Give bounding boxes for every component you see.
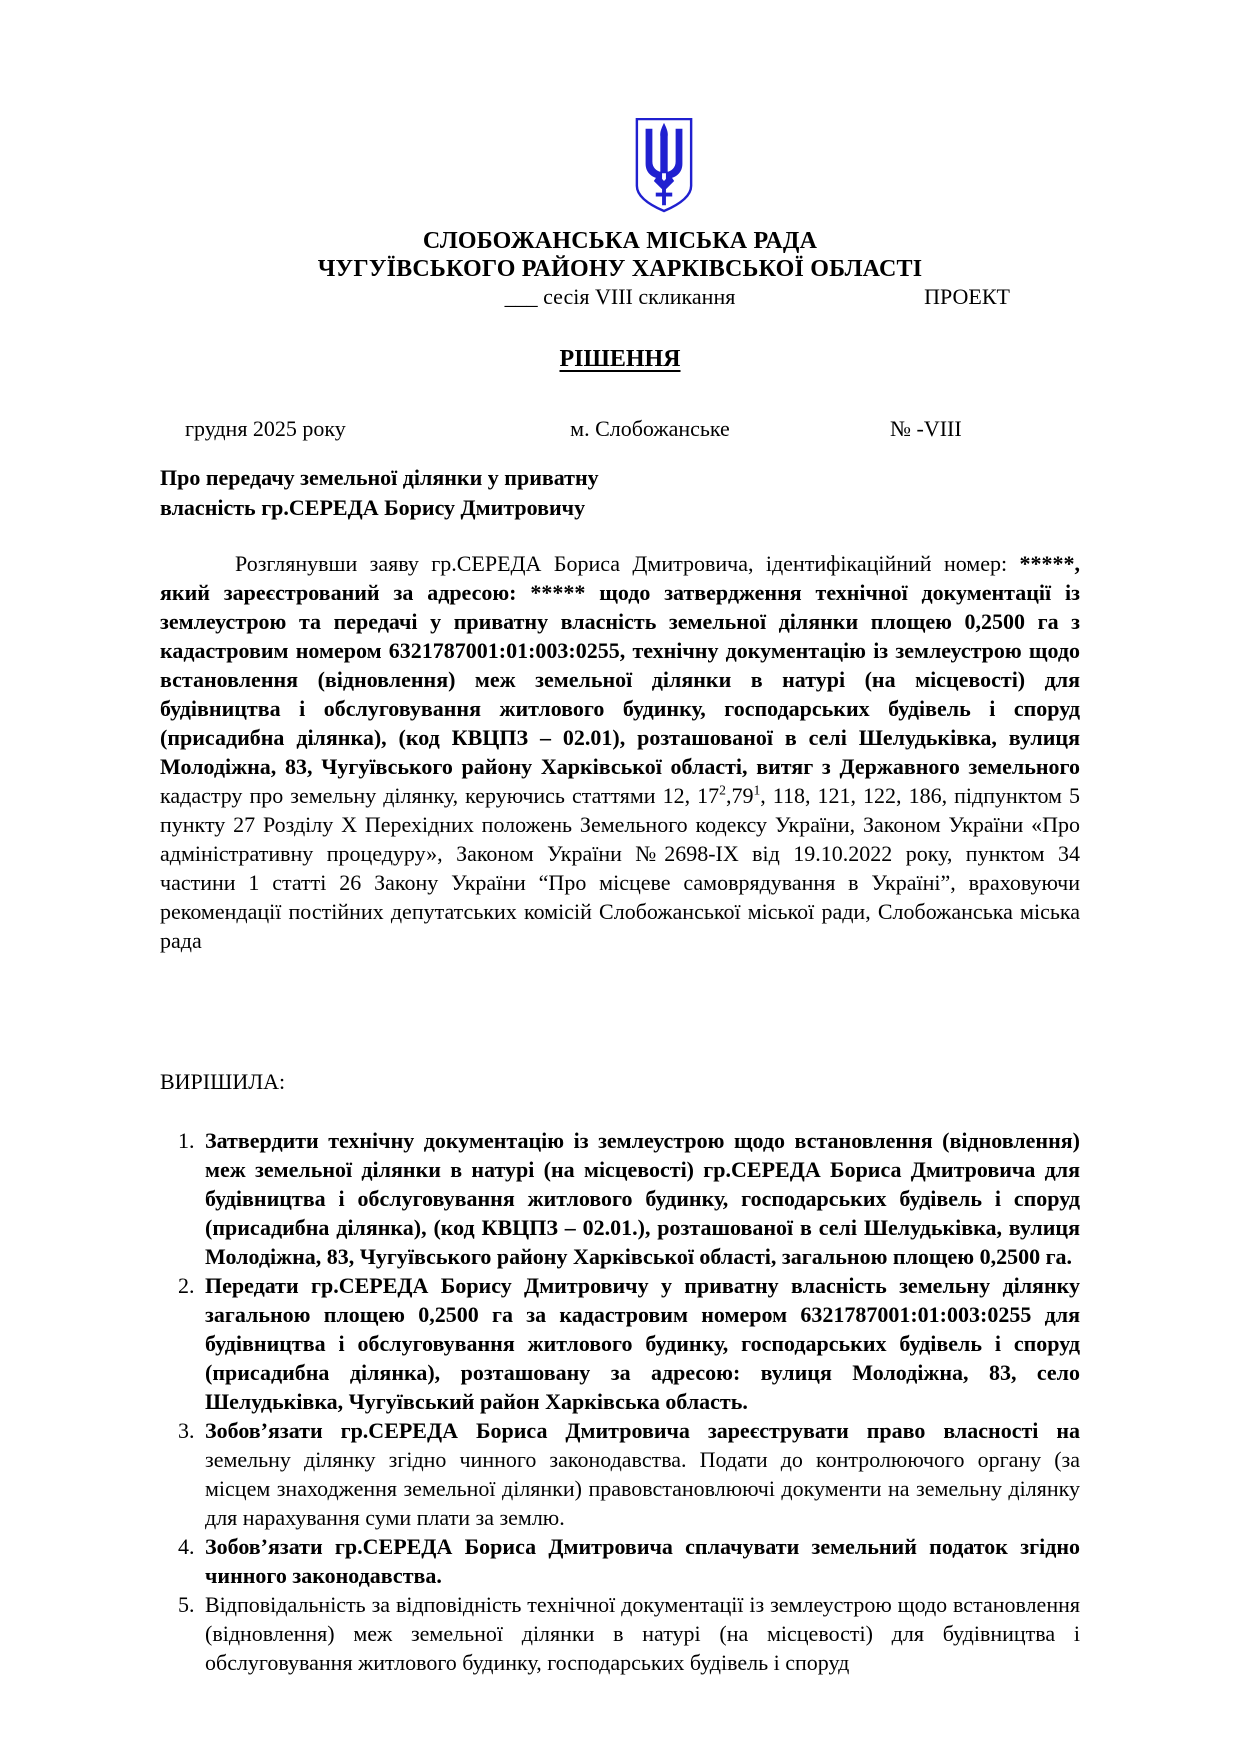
- subject-line1: Про передачу земельної ділянки у приватну: [160, 465, 599, 490]
- document-place: м. Слобожанське: [570, 416, 730, 441]
- subject-block: [160, 463, 1080, 523]
- preamble-emphasized: *****, який зареєстрований за адресою: ***** щодо затвердження технічної документації із землеустрою та передачі у приватну власність земельної ділянки площею 0,2500 га з кадастровим номером 6321787001:01:003:0255, технічну документацію із землеустрою щодо встановлення (відновлення) меж земельної ділянки в натурі (на місцевості) для будівництва і обслуговування житлового будинку, господарських будівель і споруд (присадибна ділянка), (код КВЦПЗ – 02.01), розташованої в селі Шелудьківка, вулиця Молодіжна, 83, Чугуївського району Харківської області, витяг з Державного земельного: [160, 551, 1080, 779]
- item-number: 3.: [178, 1418, 195, 1443]
- item-number: 5.: [178, 1592, 195, 1617]
- item-text: Відповідальність за відповідність технічної документації із землеустрою щодо встановлення (відновлення) меж земельної ділянки в натурі (на місцевості) для будівництва і обслуговування житлового будинку, господарських будівель і споруд: [205, 1592, 1080, 1675]
- session-row: [160, 283, 1080, 311]
- item-number: 1.: [178, 1128, 195, 1153]
- preamble-tail1: кадастру про земельну ділянку, керуючись статтями 12, 17: [160, 783, 720, 808]
- list-item: [160, 1590, 1080, 1677]
- item-text: Зобов’язати гр.СЕРЕДА Бориса Дмитровича сплачувати земельний податок згідно чинного законодавства.: [205, 1534, 1080, 1588]
- list-item: [160, 1416, 1080, 1532]
- list-item: [160, 1532, 1080, 1590]
- preamble-paragraph: [160, 549, 1080, 955]
- preamble-mid1: ,79: [725, 783, 754, 808]
- draft-label: ПРОЕКТ: [924, 284, 1010, 309]
- subject-line2: власність гр.СЕРЕДА Борису Дмитровичу: [160, 495, 586, 520]
- item-text: Зобов’язати гр.СЕРЕДА Бориса Дмитровича зареєструвати право власності на земельну ділянку згідно чинного законодавства. Подати до контролюючого органу (за місцем знаходження земельної ділянки) правовстановлюючі документи на земельну ділянку для нарахування суми плати за землю.: [205, 1418, 1080, 1530]
- resolution-heading: ВИРІШИЛА:: [160, 1069, 286, 1094]
- council-name-line1: СЛОБОЖАНСЬКА МІСЬКА РАДА: [422, 228, 818, 254]
- council-name-line2: ЧУГУЇВСЬКОГО РАЙОНУ ХАРКІВСЬКОЇ ОБЛАСТІ: [317, 256, 923, 282]
- preamble-intro: Розглянувши заяву гр.СЕРЕДА Бориса Дмитровича, ідентифікаційний номер:: [235, 551, 1020, 576]
- session-line: ___ сесія VIII скликання: [504, 284, 736, 309]
- item-text: Затвердити технічну документацію із землеустрою щодо встановлення (відновлення) меж земельної ділянки в натурі (на місцевості) гр.СЕРЕДА Бориса Дмитровича для будівництва і обслуговування житлового будинку, господарських будівель і споруд (присадибна ділянка), (код КВЦПЗ – 02.01.), розташованої в селі Шелудьківка, вулиця Молодіжна, 83, Чугуївського району Харківської області, загальною площею 0,2500 га.: [205, 1128, 1080, 1269]
- preamble-tail2: , 118, 121, 122, 186, підпунктом 5 пункту 27 Розділу X Перехідних положень Земельного кодексу України, Законом України «Про адміністративну процедуру», Законом України №2698-IX від 19.10.2022 року, пунктом 34 частини 1 статті 26 Закону України “Про місцеве самоврядування в Україні”, враховуючи рекомендації постійних депутатських комісій Слобожанської міської ради, Слобожанська міська рада: [160, 783, 1080, 953]
- document-number: № -VIII: [890, 416, 962, 441]
- superscript-1: 2: [719, 782, 726, 798]
- list-item: [160, 1126, 1080, 1271]
- resolution-items: [160, 1126, 1080, 1677]
- meta-row: [160, 415, 1080, 443]
- item-text: Передати гр.СЕРЕДА Борису Дмитровичу у приватну власність земельну ділянку загальною площею 0,2500 га за кадастровим номером 6321787001:01:003:0255 для будівництва і обслуговування житлового будинку, господарських будівель і споруд (присадибна ділянка), розташовану за адресою: вулиця Молодіжна, 83, село Шелудьківка, Чугуївський район Харківська область.: [205, 1273, 1080, 1414]
- item-number: 4.: [178, 1534, 195, 1559]
- list-item: [160, 1271, 1080, 1416]
- document-date: грудня 2025 року: [185, 416, 346, 441]
- document-type-title: РІШЕННЯ: [559, 346, 681, 372]
- ukraine-trident-icon: [633, 118, 695, 213]
- superscript-2: 1: [753, 782, 761, 798]
- item-number: 2.: [178, 1273, 195, 1298]
